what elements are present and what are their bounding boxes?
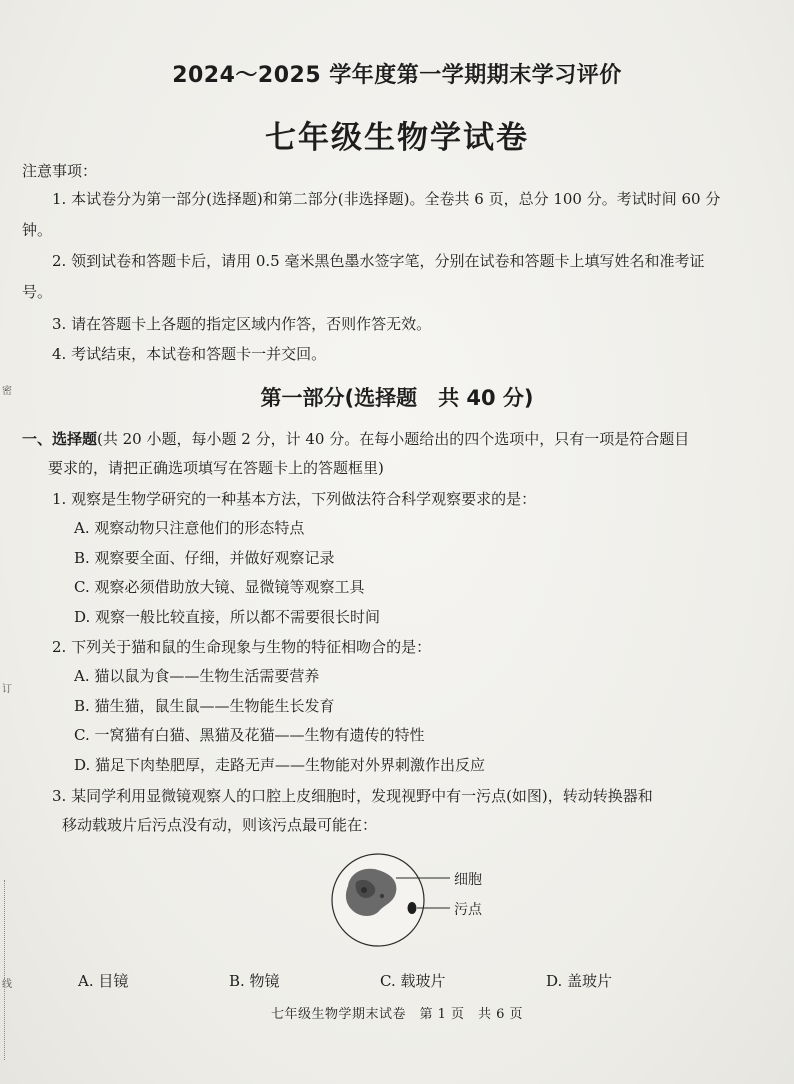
option-d: D. 观察一般比较直接，所以都不需要很长时间 [74,607,381,626]
binding-mark: 密 [2,386,12,397]
note-item-4: 4. 考试结束，本试卷和答题卡一并交回。 [52,345,327,363]
section-intro-text: (共 20 小题，每小题 2 分，计 40 分。在每小题给出的四个选项中，只有一项是符合题目 [97,430,690,448]
question-stem-continued: 移动载玻片后污点没有动，则该污点最可能在： [62,816,378,834]
page-footer: 七年级生物学期末试卷 第 1 页 共 6 页 [270,1007,524,1022]
label-cell: 细胞 [454,872,482,888]
binding-mark: 线 [2,979,12,990]
question-3 [52,782,732,840]
option-b: B. 猫生猫，鼠生鼠——生物能生长发育 [74,696,335,715]
option-a: A. 观察动物只注意他们的形态特点 [74,519,305,537]
note-item-2: 2. 领到试卷和答题卡后，请用 0.5 毫米黑色墨水签字笔，分别在试卷和答题卡上填写姓名和准考证号。 [22,252,705,301]
option-b: B. 物镜 [229,972,280,990]
option-b: B. 观察要全面、仔细，并做好观察记录 [74,548,335,567]
question-stem: 2. 下列关于猫和鼠的生命现象与生物的特征相吻合的是： [52,638,432,656]
section-intro-text-2: 要求的，请把正确选项填写在答题卡上的答题框里) [48,459,384,477]
question-1 [52,485,732,632]
section-lead: 一、选择题 [22,430,98,448]
question-2 [52,633,732,780]
exam-subtitle: 七年级生物学试卷 [265,120,529,156]
option-a: A. 猫以鼠为食——生物生活需要营养 [74,667,320,685]
note-item-1: 1. 本试卷分为第一部分(选择题)和第二部分(非选择题)。全卷共 6 页，总分 100 分。考试时间 60 分钟。 [22,190,721,239]
exam-title: 2024～2025 学年度第一学期期末学习评价 [172,63,622,88]
notes-heading: 注意事项： [22,162,98,180]
option-d: D. 猫足下肉垫肥厚，走路无声——生物能对外界刺激作出反应 [74,755,486,774]
option-d: D. 盖玻片 [546,972,613,990]
binding-line [4,880,6,1060]
question-stem: 3. 某同学利用显微镜观察人的口腔上皮细胞时，发现视野中有一污点(如图)，转动转换器和 [52,787,653,805]
section-instructions [22,425,722,483]
cell-detail [361,887,367,893]
dirt-spot [408,902,417,914]
option-c: C. 观察必须借助放大镜、显微镜等观察工具 [74,578,365,596]
note-item-3: 3. 请在答题卡上各题的指定区域内作答，否则作答无效。 [52,315,432,333]
option-c: C. 一窝猫有白猫、黑猫及花猫——生物有遗传的特性 [74,726,425,744]
option-a: A. 目镜 [78,972,129,990]
cell-detail [380,894,384,898]
binding-mark: 订 [2,684,12,695]
microscope-field-figure [320,852,500,947]
option-c: C. 载玻片 [380,972,446,990]
section-title: 第一部分(选择题 共 40 分) [260,386,534,410]
question-stem: 1. 观察是生物学研究的一种基本方法，下列做法符合科学观察要求的是： [52,490,537,508]
label-spot: 污点 [454,902,482,918]
